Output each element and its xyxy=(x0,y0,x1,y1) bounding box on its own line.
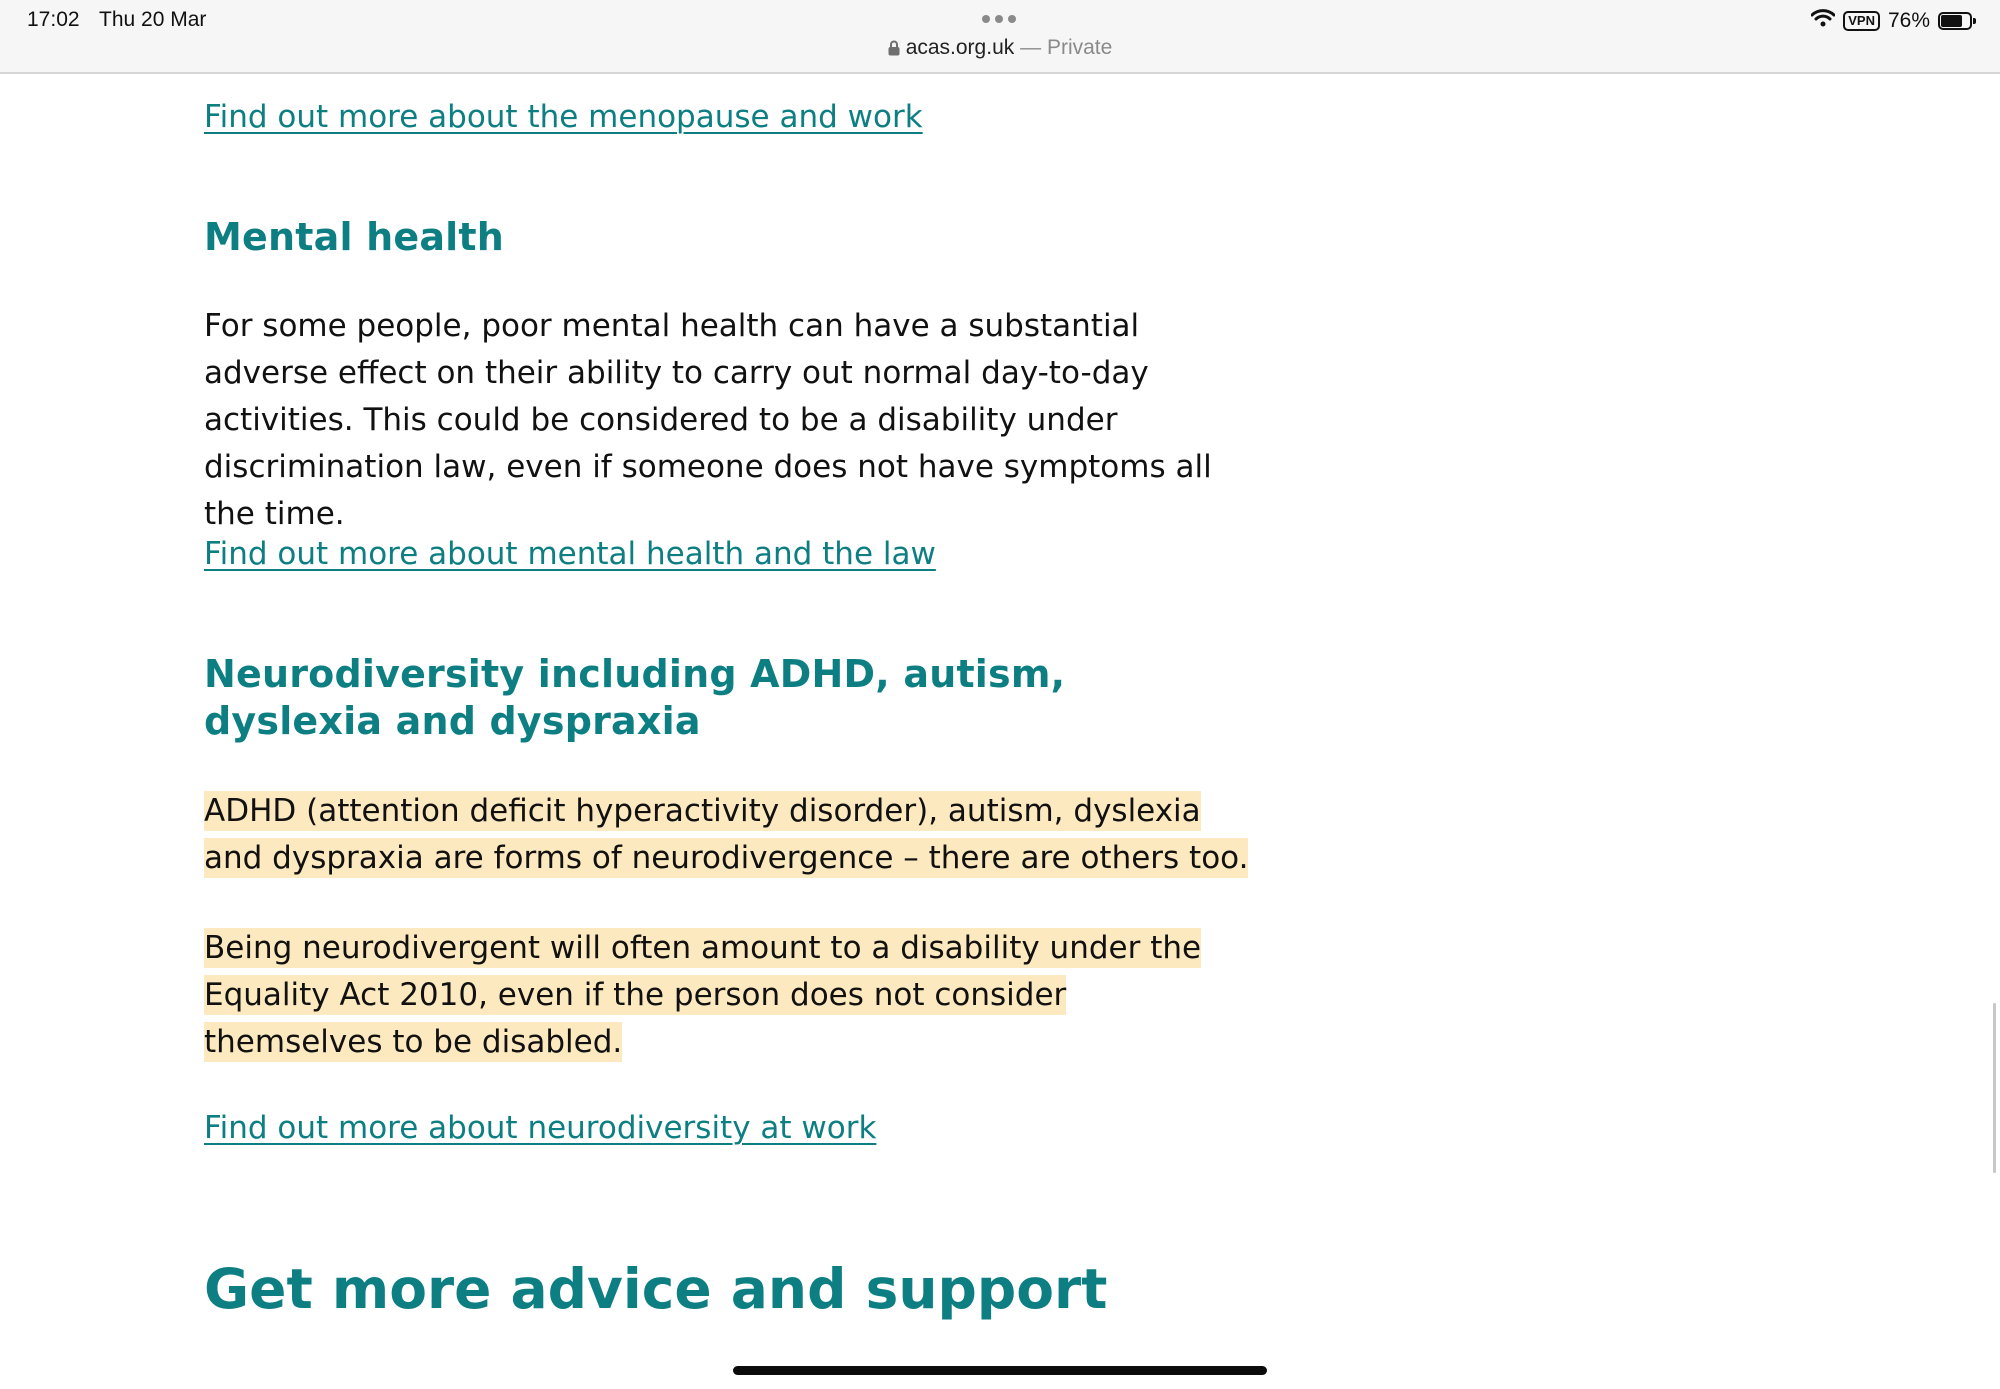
more-dots-icon[interactable] xyxy=(982,15,1016,23)
battery-percent: 76% xyxy=(1887,9,1930,32)
system-status-icons xyxy=(1811,8,1976,34)
status-date: Thu 20 Mar xyxy=(99,8,207,31)
heading-get-more-advice: Get more advice and support xyxy=(204,1257,1108,1321)
home-indicator[interactable] xyxy=(733,1366,1267,1375)
highlighted-text: ADHD (attention deficit hyperactivity disorder), autism, dyslexia and dyspraxia are forms of neurodivergence – there are others too. xyxy=(204,793,1249,876)
url-host: acas.org.uk xyxy=(905,36,1015,59)
heading-mental-health: Mental health xyxy=(204,215,505,259)
battery-icon xyxy=(1938,12,1976,30)
url-separator: — xyxy=(1020,36,1042,59)
wifi-icon xyxy=(1811,9,1835,33)
mental-health-paragraph: For some people, poor mental health can have a substantial adverse effect on their ability to carry out normal day-to-day activities. This could be considered to be a disability under discrimination law, even if someone does not have symptoms all the time. xyxy=(204,308,1212,532)
private-mode-label: Private xyxy=(1046,36,1113,59)
neurodiversity-paragraph-1 xyxy=(204,788,1254,882)
scrollbar-thumb[interactable] xyxy=(1993,1003,1996,1173)
vpn-badge: VPN xyxy=(1843,11,1880,31)
lock-icon xyxy=(888,38,900,62)
status-time: 17:02 xyxy=(27,8,80,31)
highlighted-text: Being neurodivergent will often amount to a disability under the Equality Act 2010, even if the person does not consider themselves to be disabled. xyxy=(204,930,1202,1060)
address-bar[interactable] xyxy=(0,36,2000,62)
link-mental-health-and-law[interactable]: Find out more about mental health and the law xyxy=(204,536,936,572)
heading-neurodiversity: Neurodiversity including ADHD, autism, dyslexia and dyspraxia xyxy=(204,652,1066,743)
neurodiversity-paragraph-2 xyxy=(204,925,1254,1066)
link-neurodiversity-at-work[interactable]: Find out more about neurodiversity at work xyxy=(204,1110,877,1146)
browser-top-bar xyxy=(0,0,2000,74)
link-menopause-and-work[interactable]: Find out more about the menopause and work xyxy=(204,99,923,135)
